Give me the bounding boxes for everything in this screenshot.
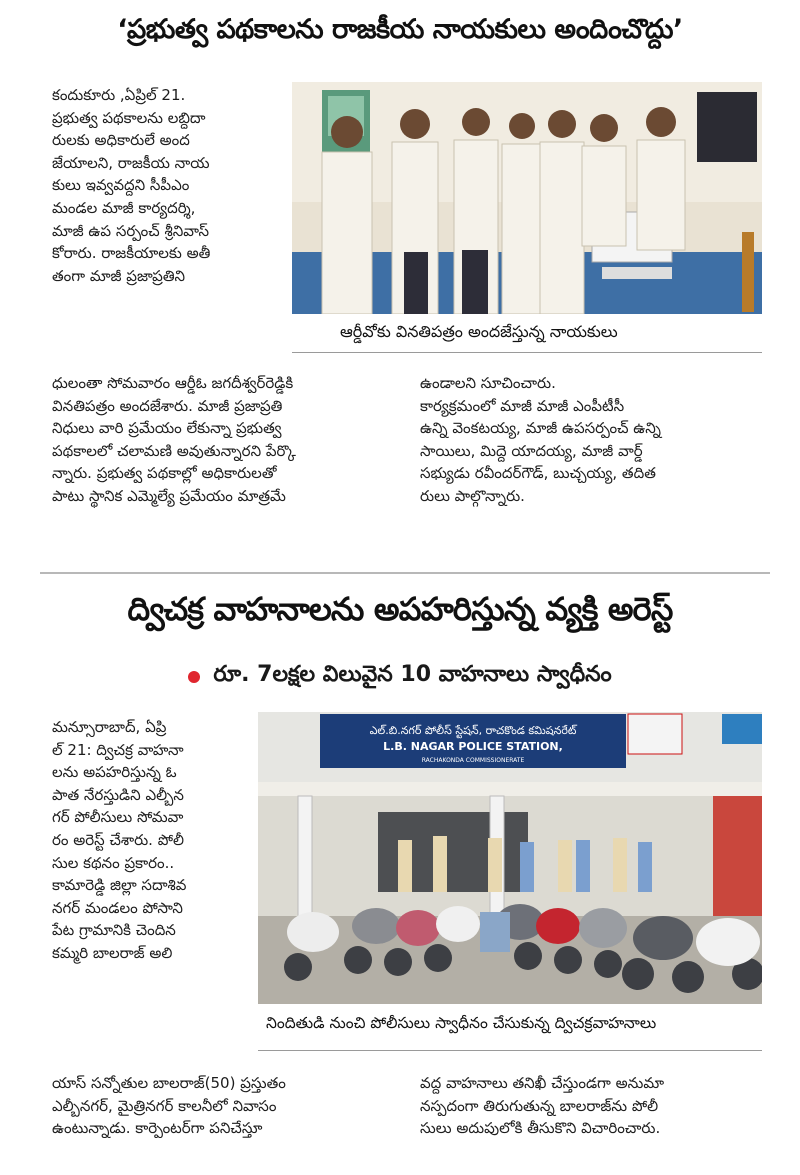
- text-line: నగర్ మండలం పోసాని: [52, 898, 183, 917]
- station-sign-english: L.B. NAGAR POLICE STATION,: [383, 740, 563, 753]
- text-line: యాస్ సన్నోతుల బాలరాజ్(50) ప్రస్తుతం: [52, 1074, 286, 1092]
- article2-subheadline-row: [0, 662, 800, 692]
- station-sign-english-sub: RACHAKONDA COMMISSIONERATE: [421, 757, 525, 764]
- text-line: ఉంటున్నాడు. కార్పెంటర్‌గా పనిచేస్తూ: [52, 1119, 263, 1138]
- article1-photo: [292, 82, 762, 314]
- text-line: కమ్మరి బాలరాజ్ అలి: [52, 943, 173, 962]
- article2-body-col1: [52, 1072, 404, 1140]
- text-line: పాత నేరస్తుడిని ఎల్బీన: [52, 785, 184, 804]
- article2-body-left: [52, 716, 252, 965]
- text-line: సభ్యుడు రవీందర్‌గౌడ్, బుచ్చయ్య, తదిత: [420, 464, 656, 483]
- article1-body-col1: [52, 372, 404, 508]
- text-line: ప్రభుత్వ పథకాలను లబ్ధిదా: [52, 108, 206, 127]
- text-line: ధులంతా సోమవారం ఆర్డీఓ జగదీశ్వర్‌రెడ్డికి: [52, 374, 294, 392]
- text-line: ల్ 21: ద్విచక్ర వాహనా: [52, 740, 184, 759]
- station-sign-telugu: ఎల్.బి.నగర్ పోలీస్ స్టేషన్, రాచకొండ కమిషనరేట్: [369, 724, 577, 737]
- text-line: పేట గ్రామానికి చెందిన: [52, 921, 176, 940]
- article1-photo-caption: ఆర్డీవోకు వినతిపత్రం అందజేస్తున్న నాయకులు: [340, 322, 618, 341]
- text-line: సులు అదుపులోకి తీసుకొని విచారించారు.: [420, 1119, 661, 1138]
- text-line: సుల కథనం ప్రకారం..: [52, 853, 175, 872]
- text-line: జేయాలని, రాజకీయ నాయ: [52, 153, 210, 172]
- caption-underline: [258, 1050, 762, 1051]
- text-line: న్నారు. ప్రభుత్వ పథకాల్లో అధికారులతో: [52, 464, 277, 483]
- text-line: గర్ పోలీసులు సోమవా: [52, 808, 184, 827]
- text-line: మాజీ ఉప సర్పంచ్ శ్రీనివాస్: [52, 221, 210, 240]
- text-line: సాయిలు, మిద్దె యాదయ్య, మాజీ వార్డ్: [420, 441, 643, 460]
- text-line: పథకాలలో చలామణి అవుతున్నారని పేర్కొ: [52, 441, 296, 460]
- article1-body-left: [52, 84, 282, 287]
- text-line: కార్యక్రమంలో మాజీ మాజీ ఎంపీటీసీ: [420, 396, 625, 415]
- text-line: మండల మాజీ కార్యదర్శి,: [52, 198, 196, 217]
- caption-underline: [292, 352, 762, 353]
- text-line: వినతిపత్రం అందజేశారు. మాజీ ప్రజాప్రతి: [52, 396, 283, 415]
- text-line: నిధులు వారి ప్రమేయం లేకున్నా ప్రభుత్వ: [52, 419, 282, 438]
- police-station-photo-illustration: [258, 712, 762, 1004]
- text-line: కోరారు. రాజకీయాలకు అతీ: [52, 244, 211, 263]
- text-line: రులు పాల్గొన్నారు.: [420, 486, 525, 505]
- article2-subheadline: రూ. 7లక్షల విలువైన 10 వాహనాలు స్వాధీనం: [213, 662, 612, 687]
- text-line: కందుకూరు ,ఏప్రిల్ 21.: [52, 86, 186, 104]
- article2-headline: ద్విచక్ర వాహనాలను అపహరిస్తున్న వ్యక్తి అరెస్ట్: [127, 590, 673, 628]
- petition-photo-illustration: [292, 82, 762, 314]
- text-line: కామారెడ్డి జిల్లా సదాశివ: [52, 876, 187, 895]
- bullet-dot-icon: [188, 671, 200, 683]
- text-line: కులు ఇవ్వవద్దని సీపీఎం: [52, 176, 190, 195]
- article1-headline: ‘ప్రభుత్వ పథకాలను రాజకీయ నాయకులు అందించొద్దు’: [117, 14, 683, 45]
- text-line: పాటు స్థానిక ఎమ్మెల్యే ప్రమేయం మాత్రమే: [52, 486, 286, 505]
- text-line: రులకు అధికారులే అంద: [52, 131, 190, 150]
- text-line: ఉండాలని సూచించారు.: [420, 374, 556, 392]
- article-separator: [40, 572, 770, 574]
- article2-body-col2: [420, 1072, 770, 1140]
- text-line: నస్పదంగా తిరుగుతున్న బాలరాజ్‌ను పోలీ: [420, 1096, 659, 1115]
- article2-photo: [258, 712, 762, 1004]
- text-line: రం అరెస్ట్ చేశారు. పోలీ: [52, 830, 184, 849]
- text-line: వద్ద వాహనాలు తనిఖీ చేస్తుండగా అనుమా: [420, 1074, 665, 1092]
- text-line: ఎల్బీనగర్, మైత్రినగర్ కాలనీలో నివాసం: [52, 1096, 277, 1115]
- article1-body-col2: [420, 372, 770, 508]
- article2-photo-caption: నిందితుడి నుంచి పోలీసులు స్వాధీనం చేసుకున్న ద్విచక్రవాహనాలు: [266, 1014, 657, 1032]
- text-line: తంగా మాజీ ప్రజాప్రతిని: [52, 266, 186, 285]
- text-line: మన్సూరాబాద్, ఏప్రి: [52, 718, 167, 736]
- text-line: లను అపహరిస్తున్న ఓ: [52, 763, 177, 782]
- text-line: ఉన్ని వెంకటయ్య, మాజీ ఉపసర్పంచ్ ఉన్ని: [420, 419, 661, 438]
